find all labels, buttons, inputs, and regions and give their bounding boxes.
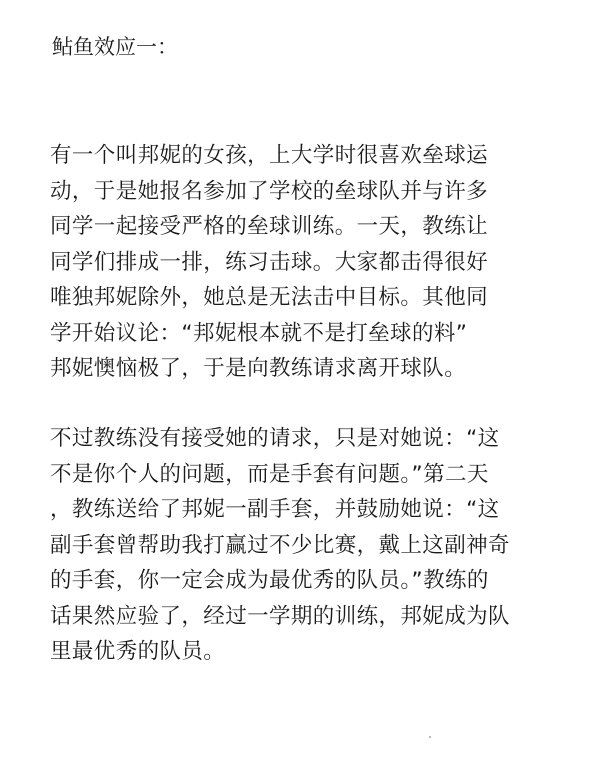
paragraph-line: 不过教练没有接受她的请求，只是对她说：“这	[50, 426, 500, 451]
paragraph-line: 同学们排成一排，练习击球。大家都击得很好	[50, 249, 489, 275]
paragraph-line: 话果然应验了，经过一学期的训练，邦妮成为队	[50, 603, 510, 629]
paragraph-line: 不是你个人的问题，而是手套有问题。”第二天	[50, 461, 489, 487]
paragraph-line: ，教练送给了邦妮一副手套，并鼓励她说：“这	[50, 497, 500, 522]
paragraph-line: 的手套，你一定会成为最优秀的队员。”教练的	[50, 568, 489, 593]
stray-dot-artifact	[429, 736, 431, 738]
paragraph-line: 有一个叫邦妮的女孩，上大学时很喜欢垒球运	[50, 143, 489, 168]
paragraph-line: 唯独邦妮除外，她总是无法击中目标。其他同	[50, 285, 489, 310]
paragraph-line: 学开始议论：“邦妮根本就不是打垒球的料”	[50, 320, 468, 346]
paragraph-line: 副手套曾帮助我打赢过不少比赛，戴上这副神奇	[50, 532, 510, 558]
paragraph-2	[50, 421, 590, 670]
paragraph-line: 同学一起接受严格的垒球训练。一天，教练让	[50, 214, 489, 239]
document-title: 鲇鱼效应一：	[52, 35, 178, 59]
paragraph-line: 邦妮懊恼极了，于是向教练请求离开球队。	[50, 356, 467, 381]
paragraph-line: 里最优秀的队员。	[50, 639, 226, 664]
paragraph-1	[50, 138, 590, 387]
paragraph-line: 动，于是她报名参加了学校的垒球队并与许多	[50, 178, 489, 204]
